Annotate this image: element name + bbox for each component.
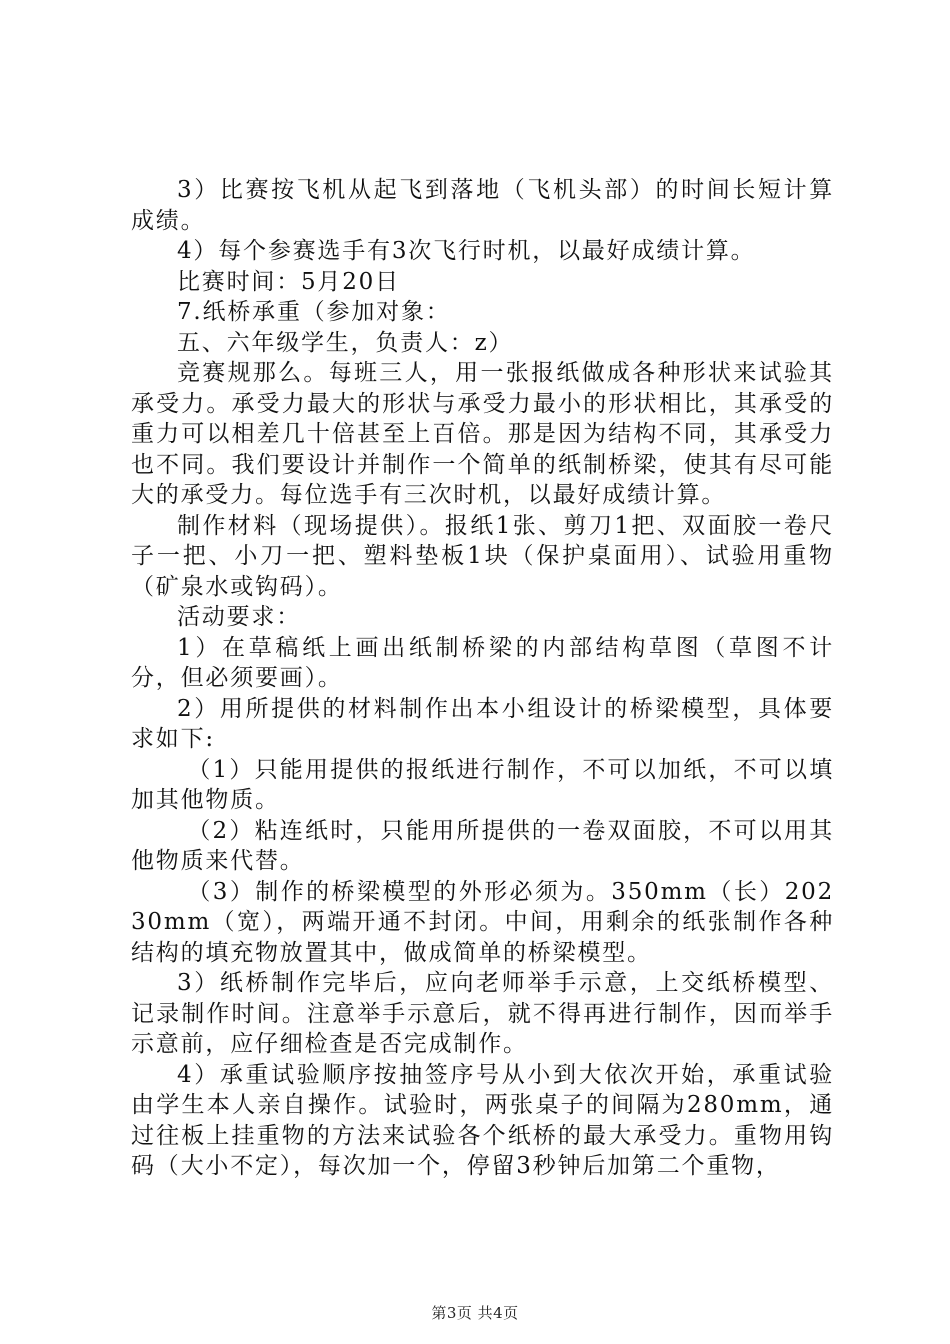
page-number-footer: 第3页 共4页 [431, 1304, 519, 1322]
paragraph-requirements-heading: 活动要求： [177, 604, 301, 630]
paragraph-subrequirement-1: （1）只能用提供的报纸进行制作，不可以加纸，不可以填加其他物质。 [131, 756, 834, 813]
paragraph-rule-3: 3）比赛按飞机从起飞到落地（飞机头部）的时间长短计算成绩。 [131, 177, 834, 234]
paragraph-requirement-4: 4）承重试验顺序按抽签序号从小到大依次开始，承重试验由学生本人亲自操作。试验时，两张桌子的间隔为280mm，通过往板上挂重物的方法来试验各个纸桥的最大承受力。重物用钩码（大小不定），每次加一个，停留3秒钟后加第二个重物， [131, 1061, 834, 1179]
paragraph-subrequirement-3: （3）制作的桥梁模型的外形必须为。350mm（长）20230mm（宽），两端开通不封闭。中间，用剩余的纸张制作各种结构的填充物放置其中，做成简单的桥梁模型。 [131, 878, 834, 966]
paragraph-subrequirement-2: （2）粘连纸时，只能用所提供的一卷双面胶，不可以用其他物质来代替。 [131, 817, 834, 874]
paragraph-requirement-3: 3）纸桥制作完毕后，应向老师举手示意，上交纸桥模型、记录制作时间。注意举手示意后，就不得再进行制作，因而举手示意前，应仔细检查是否完成制作。 [131, 970, 834, 1057]
paragraph-competition-date: 比赛时间：5月20日 [177, 268, 400, 295]
paragraph-requirement-2: 2）用所提供的材料制作出本小组设计的桥梁模型，具体要求如下: [131, 695, 834, 752]
paragraph-participants: 五、六年级学生，负责人：z） [177, 329, 514, 356]
paragraph-competition-rules: 竞赛规那么。每班三人，用一张报纸做成各种形状来试验其承受力。承受力最大的形状与承受力最小的形状相比，其承受的重力可以相差几十倍甚至上百倍。那是因为结构不同，其承受力也不同。我们要设计并制作一个简单的纸制桥梁，使其有尽可能大的承受力。每位选手有三次时机，以最好成绩计算。 [131, 360, 834, 508]
paragraph-section-title: 7.纸桥承重（参加对象： [177, 299, 451, 325]
paragraph-materials: 制作材料（现场提供）。报纸1张、剪刀1把、双面胶一卷尺子一把、小刀一把、塑料垫板1块（保护桌面用）、试验用重物（矿泉水或钩码）。 [131, 512, 834, 600]
paragraph-rule-4: 4）每个参赛选手有3次飞行时机，以最好成绩计算。 [177, 238, 756, 264]
paragraph-requirement-1: 1）在草稿纸上画出纸制桥梁的内部结构草图（草图不计分，但必须要画）。 [131, 634, 834, 691]
document-body [131, 175, 834, 1182]
